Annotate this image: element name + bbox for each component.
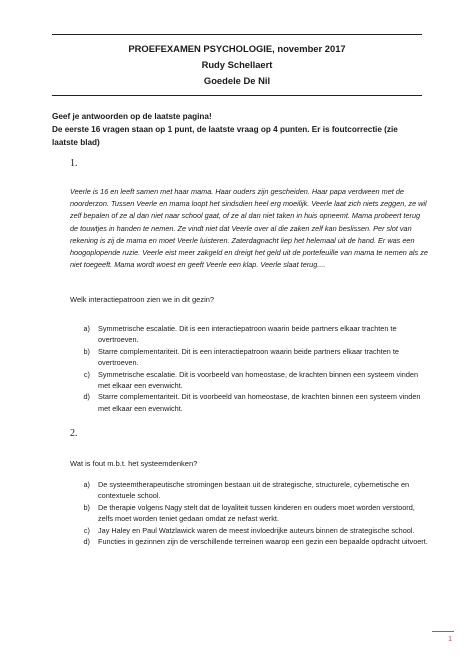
answer-option: [70, 525, 430, 536]
answer-options: [70, 323, 430, 414]
option-letter: b): [83, 502, 90, 512]
option-text: Starre complementariteit. Dit is een interactiepatroon waarin beide partners elkaar trachten te overtroeven.: [98, 346, 399, 368]
option-letter: a): [83, 324, 90, 333]
question-text: Welk interactiepatroon zien we in dit gezin?: [70, 295, 215, 304]
question-number: 1.: [70, 158, 78, 169]
option-text: Functies in gezinnen zijn de verschillende terreinen waarop een gezin een bepaalde opdracht uitvoert.: [98, 537, 428, 547]
case-passage: Veerle is 16 en leeft samen met haar mama. Haar ouders zijn gescheiden. Haar papa verdween met de noorderzon. Tussen Veerle en mama loopt het sindsdien heel erg moeilijk. Veerle laat zich niets zeggen, ze wil zelf bepalen of ze al dan niet naar school gaat, of ze al dan niet taken in huis opneemt. Mama probeert terug de touwtjes in handen te nemen. Ze vindt niet dat Veerle over al die zaken zelf kan beslissen. Per slot van rekening is zij de mama en moet Veerle luisteren. Zaterdagnacht liep het helemaal uit de hand. Er was een hoogoplopende ruzie. Veerle eist meer zakgeld en dreigt het geld uit de portefeuille van mama te nemen als ze niet toegeeft. Mama wordt woest en geeft Veerle een klap. Veerle slaat terug....: [70, 187, 428, 270]
question-text: Wat is fout m.b.t. het systeemdenken?: [70, 459, 198, 468]
answer-option: [70, 369, 430, 392]
answer-option: [70, 536, 430, 547]
answer-options: [70, 479, 430, 547]
answer-option: [70, 323, 430, 346]
option-text: Jay Haley en Paul Watzlawick waren de meest invloedrijke auteurs binnen de strategische school.: [98, 525, 415, 535]
option-letter: d): [83, 537, 90, 547]
option-text: Symmetrische escalatie. Dit is voorbeeld van homeostase, de krachten binnen een systeem vinden met elkaar een evenwicht.: [98, 369, 419, 391]
option-letter: d): [83, 392, 90, 402]
exam-title: PROEFEXAMEN PSYCHOLOGIE, november 2017: [128, 43, 346, 54]
instruction-line: Geef je antwoorden op de laatste pagina!: [52, 112, 212, 121]
option-letter: c): [83, 369, 90, 379]
author-name: Goedele De Nil: [203, 75, 271, 86]
exam-header: [52, 34, 422, 96]
answer-option: [70, 502, 430, 525]
option-letter: a): [83, 480, 90, 489]
option-letter: c): [83, 525, 90, 535]
option-text: Symmetrische escalatie. Dit is een interactiepatroon waarin beide partners elkaar trachten te overtroeven.: [98, 324, 397, 345]
page-number-rule: [432, 631, 454, 632]
option-text: De therapie volgens Nagy stelt dat de loyaliteit tussen kinderen en ouders moet worden verstoord, zelfs moet worden teniet gedaan omdat ze nefast werkt.: [98, 502, 415, 524]
question-number: 2.: [70, 428, 78, 439]
instructions: [52, 110, 424, 149]
answer-option: [70, 479, 430, 502]
answer-option: [70, 391, 430, 414]
option-letter: b): [83, 346, 90, 356]
instruction-line: De eerste 16 vragen staan op 1 punt, de laatste vraag op 4 punten. Er is foutcorrectie (zie laatste blad): [52, 125, 398, 147]
option-text: De systeemtherapeutische stromingen bestaan uit de strategische, structurele, cybernetische en contextuele school.: [98, 480, 410, 501]
option-text: Starre complementariteit. Dit is voorbeeld van homeostase, de krachten binnen een systeem vinden met elkaar een evenwicht.: [98, 392, 421, 413]
answer-option: [70, 346, 430, 369]
author-name: Rudy Schellaert: [201, 59, 273, 70]
page-number: 1: [448, 634, 453, 643]
